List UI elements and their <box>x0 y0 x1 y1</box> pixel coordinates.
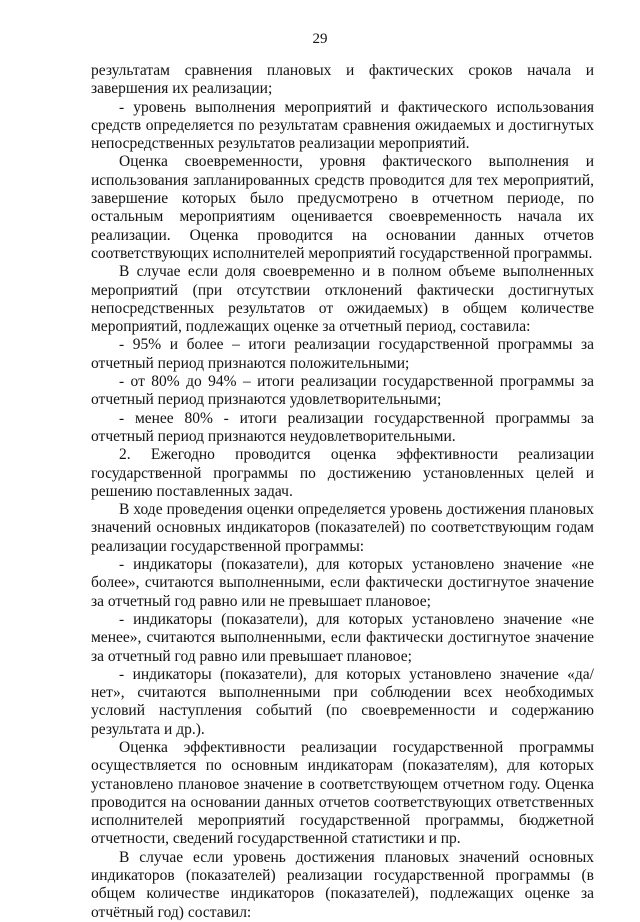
paragraph-2: - уровень выполнения мероприятий и фактического использования средств определяется по результатам сравнения ожидаемых и достигнутых непосредственных результатов реализации мероприятий. <box>91 98 594 153</box>
paragraph-4: В случае если доля своевременно и в полном объеме выполненных мероприятий (при отсутствии отклонений фактически достигнутых непосредственных результатов от ожидаемых) в общем количестве мероприятий, подлежащих оценке за отчетный период, составила: <box>91 263 594 336</box>
document-body <box>91 62 594 922</box>
paragraph-11: - индикаторы (показатели), для которых установлено значение «не менее», считаются выполненными, если фактически достигнутое значение за отчетный год равно или превышает плановое; <box>91 610 594 665</box>
paragraph-7: - менее 80% - итоги реализации государственной программы за отчетный период признаются неудовлетворительными. <box>91 409 594 445</box>
paragraph-14: В случае если уровень достижения плановых значений основных индикаторов (показателей) реализации государственной программы (в общем количестве индикаторов (показателей), подлежащих оценке за отчётный год) составил: <box>91 848 594 921</box>
paragraph-8: 2. Ежегодно проводится оценка эффективности реализации государственной программы по достижению установленных целей и решению поставленных задач. <box>91 446 594 500</box>
paragraph-12: - индикаторы (показатели), для которых установлено значение «да/нет», считаются выполненными при соблюдении всех необходимых условий наступления событий (по своевременности и содержанию результата и др.). <box>91 665 594 738</box>
paragraph-5: - 95% и более – итоги реализации государственной программы за отчетный период признаются положительными; <box>91 336 594 372</box>
paragraph-13: Оценка эффективности реализации государственной программы осуществляется по основным индикаторам (показателям), для которых установлено плановое значение в соответствующем отчетном году. Оценка проводится на основании данных отчетов соответствующих ответственных исполнителей мероприятий государственной программы, бюджетной отчетности, сведений государственной статистики и пр. <box>91 738 594 848</box>
page-number: 29 <box>312 31 328 47</box>
paragraph-10: - индикаторы (показатели), для которых установлено значение «не более», считаются выполненными, если фактически достигнутое значение за отчетный год равно или не превышает плановое; <box>91 556 594 610</box>
paragraph-3: Оценка своевременности, уровня фактического выполнения и использования запланированных средств проводится для тех мероприятий, завершение которых было предусмотрено в отчетном периоде, по остальным мероприятиям оценивается своевременность начала их реализации. Оценка проводится на основании данных отчетов соответствующих исполнителей мероприятий государственной программы. <box>91 153 594 262</box>
paragraph-9: В ходе проведения оценки определяется уровень достижения плановых значений основных индикаторов (показателей) по соответствующим годам реализации государственной программы: <box>91 501 594 555</box>
paragraph-1: результатам сравнения плановых и фактических сроков начала и завершения их реализации; <box>91 62 594 98</box>
paragraph-6: - от 80% до 94% – итоги реализации государственной программы за отчетный период признаются удовлетворительными; <box>91 373 594 409</box>
